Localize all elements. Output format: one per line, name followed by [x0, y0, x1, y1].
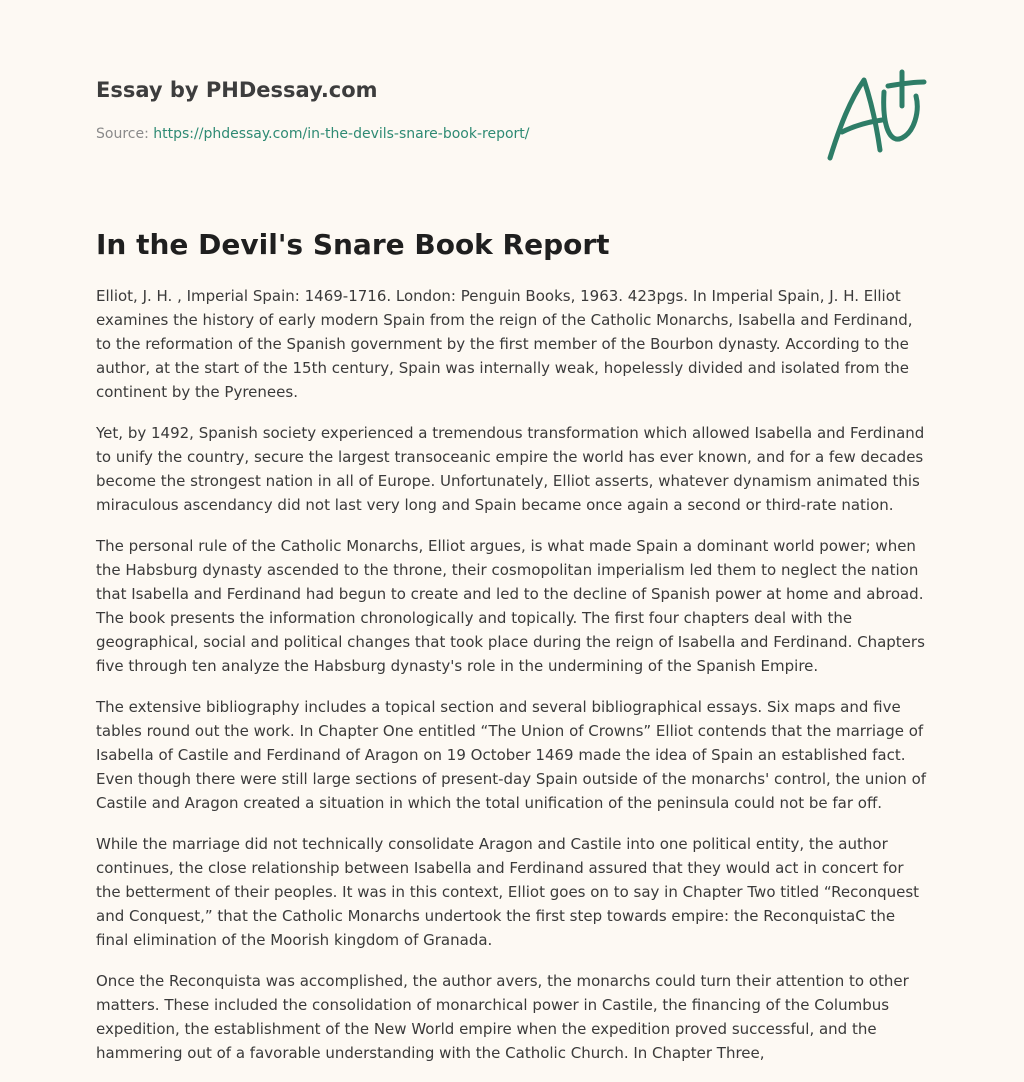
paragraph: Yet, by 1492, Spanish society experienced a tremendous transformation which allowed Isabella and Ferdinand to unify the country, secure the largest transoceanic empire the world has ever known, and for a few decades become the strongest nation in all of Europe. Unfortunately, Elliot asserts, whatever dynamism animated this miraculous ascendancy did not last very long and Spain became once again a second or third-rate nation. [96, 424, 925, 514]
source-link[interactable]: https://phdessay.com/in-the-devils-snare-book-report/ [153, 126, 530, 142]
paragraph: Once the Reconquista was accomplished, the author avers, the monarchs could turn their attention to other matters. These included the consolidation of monarchical power in Castile, the financing of the Columbus expedition, the establishment of the New World empire when the expedition proved successful, and the hammering out of a favorable understanding with the Catholic Church. In Chapter Three, [96, 972, 909, 1062]
paragraph: While the marriage did not technically consolidate Aragon and Castile into one political entity, the author continues, the close relationship between Isabella and Ferdinand assured that they would act in concert for the betterment of their peoples. It was in this context, Elliot goes on to say in Chapter Two titled “Reconquest and Conquest,” that the Catholic Monarchs undertook the first step towards empire: the ReconquistaC the final elimination of the Moorish kingdom of Granada. [96, 835, 920, 949]
paragraph: The personal rule of the Catholic Monarchs, Elliot argues, is what made Spain a dominant world power; when the Habsburg dynasty ascended to the throne, their cosmopolitan imperialism led them to neglect the nation that Isabella and Ferdinand had begun to create and led to the decline of Spanish power at home and abroad. The book presents the information chronologically and topically. The first four chapters deal with the geographical, social and political changes that took place during the reign of Isabella and Ferdinand. Chapters five through ten analyze the Habsburg dynasty's role in the undermining of the Spanish Empire. [96, 537, 925, 675]
article-body [96, 284, 932, 1082]
article-title: In the Devil's Snare Book Report [96, 228, 610, 261]
paragraph: Elliot, J. H. , Imperial Spain: 1469-1716. London: Penguin Books, 1963. 423pgs. In Imperial Spain, J. H. Elliot examines the history of early modern Spain from the reign of the Catholic Monarchs, Isabella and Ferdinand, to the reformation of the Spanish government by the first member of the Bourbon dynasty. According to the author, at the start of the 15th century, Spain was internally weak, hopelessly divided and isolated from the continent by the Pyrenees. [96, 287, 913, 401]
source-label: Source: [96, 126, 154, 142]
site-brand: Essay by PHDessay.com [96, 78, 378, 102]
paragraph: The extensive bibliography includes a topical section and several bibliographical essays. Six maps and five tables round out the work. In Chapter One entitled “The Union of Crowns” Elliot contends that the marriage of Isabella of Castile and Ferdinand of Aragon on 19 October 1469 made the idea of Spain an established fact. Even though there were still large sections of present-day Spain outside of the monarchs' control, the union of Castile and Aragon created a situation in which the total unification of the peninsula could not be far off. [96, 698, 927, 812]
a-plus-grade-icon [822, 66, 932, 166]
header [96, 76, 796, 144]
source-line [96, 124, 796, 144]
